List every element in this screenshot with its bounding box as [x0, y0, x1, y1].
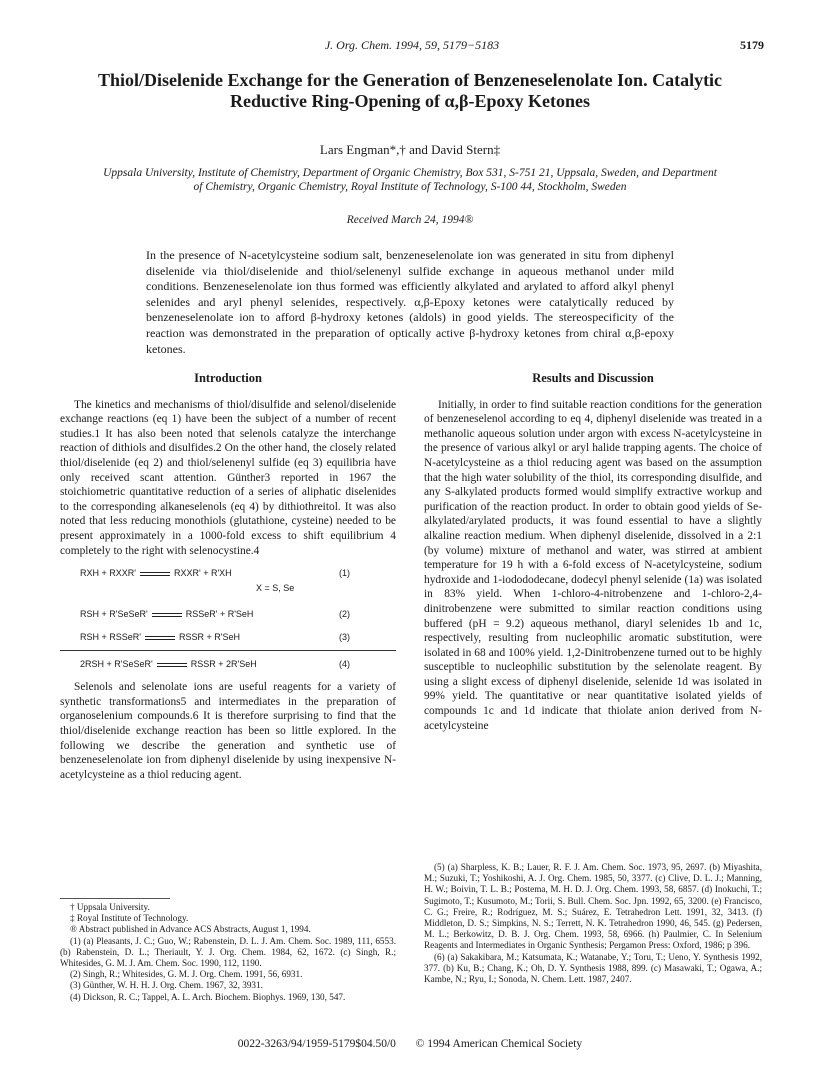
footnote: (4) Dickson, R. C.; Tappel, A. L. Arch. Biochem. Biophys. 1969, 130, 547.: [70, 991, 346, 1002]
affiliation: Uppsala University, Institute of Chemistry, Department of Organic Chemistry, Box 531, S-751 21, Uppsala, Sweden, and Department of Chemistry, Organic Chemistry, Royal Institute of Technology, S-100 44, Stockholm, Sweden: [103, 167, 717, 193]
right-column: [424, 371, 762, 733]
equilibrium-arrow-icon: [140, 571, 170, 577]
abstract: In the presence of N-acetylcysteine sodium salt, benzeneselenolate ion was generated in situ from diphenyl diselenide via thiol/diselenide and thiol/selenenyl sulfide exchange in aqueous methanol under mild conditions. Benzeneselenolate ion thus formed was efficiently alkylated and arylated to afford alkyl phenyl selenides and aryl phenyl selenides, respectively. α,β-Epoxy ketones were catalytically reduced by benzeneselenolate ion to afford β-hydroxy ketones (aldols) in good yields. The stereospecificity of the reaction was demonstrated in the preparation of optically active β-hydroxy ketones from chiral α,β-epoxy ketones.: [146, 248, 674, 356]
intro-paragraph-1: The kinetics and mechanisms of thiol/disulfide and selenol/diselenide exchange reactions (eq 1) have been the subject of a number of recent studies.1 It has also been noted that selenols catalyze the interchange reaction of dithiols and disulfides.2 On the other hand, the closely related thiol/diselenide (eq 2) and thiol/selenenyl sulfide (eq 3) equilibria have only received scant attention. Günther3 reported in 1967 the stoichiometric quantitative reduction of a series of aliphatic diselenides to the corresponding alkaneselenols (eq 4) by dithiothreitol. It was also noted that less reducing monothiols (glutathione, cysteine) needed to be present approximately in a 1000-fold excess to shift equilibrium 4 completely to the right with selenocystine.4: [60, 398, 396, 557]
copyright: © 1994 American Chemical Society: [415, 1038, 583, 1050]
footnote: (6) (a) Sakakibara, M.; Katsumata, K.; Watanabe, Y.; Toru, T.; Ueno, Y. Synthesis 1992, 377. (b) Ku, B.; Chang, K.; Oh, D. Y. Synthesis 1988, 899. (c) Masawaki, T.; Ogawa, A.; Kambe, N.; Ryu, I.; Sonoda, N. Chem. Lett. 1987, 2407.: [424, 951, 762, 985]
footnotes-left: [60, 898, 396, 1003]
results-paragraph-1: Initially, in order to find suitable reaction conditions for the generation of benzeneselenol according to eq 4, diphenyl diselenide was treated in a methanolic aqueous solution under argon with excess N-acetylcysteine in the presence of various alkyl or aryl halide trapping agents. The choice of N-acetylcysteine as a thiol reducing agent was based on the assumption that the high water solubility of the thiol, its corresponding disulfide, and any S-alkylated products formed would simplify extractive workup and purification of the reaction product. In order to obtain good yields of Se-alkylated/arylated products, it was found essential to have a slightly alkaline reaction medium. When diphenyl diselenide, dissolved in a 2:1 (by volume) mixture of methanol and water, was stirred at ambient temperature for 19 h with a 6-fold excess of N-acetylcysteine, sodium hydroxide and 1-iodododecane, dodecyl phenyl selenide (1a) was isolated in 83% yield. When 1-chloro-4-nitrobenzene and 1-chloro-2,4-dinitrobenzene were submitted to similar reaction conditions using buffered (pH = 9.2) aqueous methanol, diaryl selenides 1b and 1c, respectively, resulting from nucleophilic aromatic substitution, were isolated in 68 and 100% yield. 1,2-Dinitrobenzene turned out to be highly susceptible to nucleophilic substitution by the selenolate reagent. By using a slight excess of diphenyl diselenide, selenide 1d was isolated in 99% yield. The quantitative or near quantitative isolated yields of compounds 1c and 1d indicate that thiolate anion derived from N-acetylcysteine: [424, 398, 762, 732]
intro-heading: Introduction: [194, 371, 262, 385]
footnote: (5) (a) Sharpless, K. B.; Lauer, R. F. J. Am. Chem. Soc. 1973, 95, 2697. (b) Miyashita, M.; Suzuki, T.; Yoshikoshi, A. J. Org. Chem. 1985, 50, 3377. (c) Clive, D. L. J.; Manning, H. W.; Boivin, T. L. B.; Postema, M. H. D. J. Org. Chem. 1993, 58, 6857. (d) Inokuchi, T.; Sugimoto, T.; Kusumoto, M.; Torii, S. Bull. Chem. Soc. Jpn. 1992, 65, 3200. (e) Francisco, C. G.; Freire, R.; Rodríguez, M. S.; Suárez, E. Tetrahedron Lett. 1991, 32, 3413. (f) Middleton, D. S.; Simpkins, N. S.; Terrett, N. K. Tetrahedron 1990, 46, 545. (g) Pedersen, M. L.; Berkowitz, D. B. J. Org. Chem. 1993, 58, 6966. (h) Paulmier, C. In Selenium Reagents and Intermediates in Organic Synthesis; Pergamon Press: Oxford, 1986; p 396.: [424, 862, 762, 951]
footnote: ® Abstract published in Advance ACS Abstracts, August 1, 1994.: [70, 924, 311, 935]
equation-1: RXH + RXXR' RXXR' + R'XH (1): [80, 568, 350, 579]
equilibrium-arrow-icon: [157, 662, 187, 668]
equilibrium-arrow-icon: [145, 635, 175, 641]
footnote-rule: [60, 898, 170, 899]
equation-block: [60, 566, 396, 672]
equation-4: 2RSH + R'SeSeR' RSSR + 2R'SeH (4): [80, 659, 350, 670]
equation-2: RSH + R'SeSeR' RSSeR' + R'SeH (2): [80, 609, 350, 620]
equation-divider: [60, 650, 396, 651]
equation-3: RSH + RSSeR' RSSR + R'SeH (3): [80, 632, 350, 643]
equation-1-condition: X = S, Se: [256, 583, 295, 594]
authors: Lars Engman*,† and David Stern‡: [319, 142, 501, 157]
article-title: Thiol/Diselenide Exchange for the Generation of Benzeneselenolate Ion. Catalytic Reductive Ring-Opening of α,β-Epoxy Ketones: [97, 70, 723, 111]
footnote: (1) (a) Pleasants, J. C.; Guo, W.; Rabenstein, D. L. J. Am. Chem. Soc. 1989, 111, 6553. (b) Rabenstein, D. L.; Theriault, Y. J. Org. Chem. 1984, 62, 1672. (c) Singh, R.; Whitesides, G. M. J. Am. Chem. Soc. 1990, 112, 1190.: [60, 935, 396, 969]
publication-code: 0022-3263/94/1959-5179$04.50/0: [237, 1038, 396, 1050]
results-heading: Results and Discussion: [532, 371, 654, 385]
journal-citation: J. Org. Chem. 1994, 59, 5179−5183: [324, 38, 500, 52]
footnotes-right: [424, 862, 762, 985]
left-column: [60, 371, 396, 782]
footnote: ‡ Royal Institute of Technology.: [70, 913, 189, 924]
footnote: (3) Günther, W. H. H. J. Org. Chem. 1967, 32, 3931.: [70, 980, 263, 991]
intro-paragraph-2: Selenols and selenolate ions are useful reagents for a variety of synthetic transformations5 and intermediates in the preparation of organoselenium compounds.6 It is therefore surprising to find that the thiol/diselenide exchange reaction has been so little explored. In the following we describe the generation and synthetic use of benzeneselenolate ion from diphenyl diselenide by using inexpensive N-acetylcysteine as a thiol reducing agent.: [60, 681, 396, 781]
running-header: [60, 38, 764, 54]
page-number: 5179: [740, 38, 764, 52]
footnote: (2) Singh, R.; Whitesides, G. M. J. Org. Chem. 1991, 56, 6931.: [70, 969, 303, 980]
footnote: † Uppsala University.: [70, 902, 150, 912]
received-date: Received March 24, 1994®: [346, 214, 474, 226]
equilibrium-arrow-icon: [152, 612, 182, 618]
page-footer: [60, 1038, 760, 1050]
